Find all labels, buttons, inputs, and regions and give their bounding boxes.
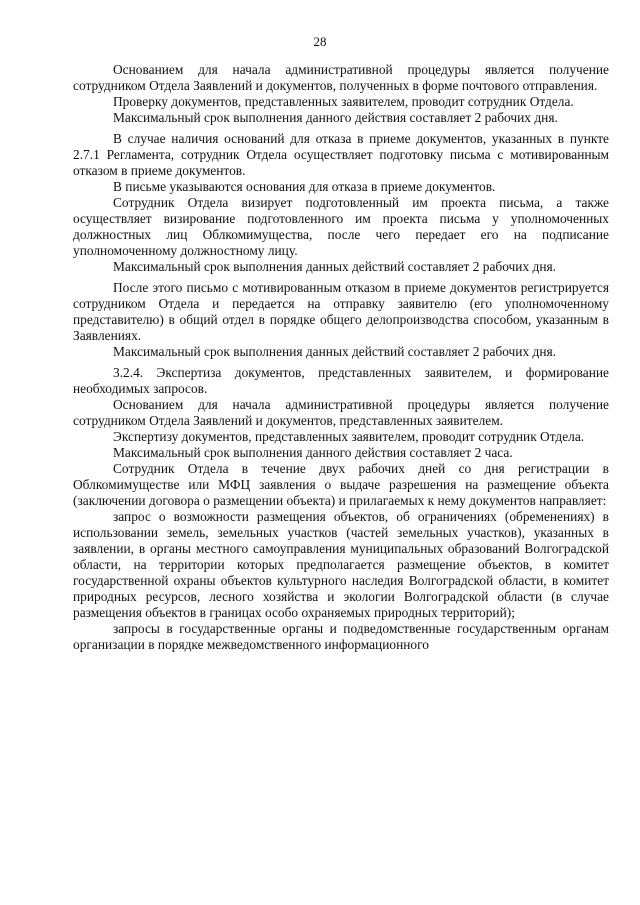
paragraph: Сотрудник Отдела визирует подготовленный им проекта письма, а также осуществляет визирование подготовленного им проекта письма у уполномоченных должностных лиц Облкомимущества, после чего передает его на подписание уполномоченному должностному лицу. [73, 195, 609, 258]
paragraph: Максимальный срок выполнения данных действий составляет 2 рабочих дня. [113, 344, 556, 359]
document-body [73, 62, 609, 653]
paragraph: В случае наличия оснований для отказа в приеме документов, указанных в пункте 2.7.1 Регламента, сотрудник Отдела осуществляет подготовку письма с мотивированным отказом в приеме документов. [73, 131, 609, 178]
paragraph: В письме указываются основания для отказа в приеме документов. [113, 179, 496, 194]
paragraph: Основанием для начала административной процедуры является получение сотрудником Отдела Заявлений и документов, полученных в форме почтового отправления. [73, 62, 609, 93]
paragraph: Максимальный срок выполнения данного действия составляет 2 рабочих дня. [113, 110, 558, 125]
list-item: запрос о возможности размещения объектов, об ограничениях (обременениях) в использовании земель, земельных участков (частей земельных участков), указанных в заявлении, в органы местного самоуправления муниципальных образований Волгоградской области, на территории которых предполагается размещение объектов, в комитет государственной охраны объектов культурного наследия Волгоградской области, в комитет природных ресурсов, лесного хозяйства и экологии Волгоградской области (в случае размещения объектов в границах особо охраняемых природных территорий); [73, 509, 609, 620]
list-item: запросы в государственные органы и подведомственные государственным органам организации в порядке межведомственного информационного [73, 621, 609, 652]
section-heading: 3.2.4. Экспертиза документов, представленных заявителем, и формирование необходимых запросов. [73, 365, 609, 396]
paragraph: Максимальный срок выполнения данного действия составляет 2 часа. [113, 445, 513, 460]
paragraph: Максимальный срок выполнения данных действий составляет 2 рабочих дня. [113, 259, 556, 274]
paragraph: Основанием для начала административной процедуры является получение сотрудником Отдела Заявлений и документов, представленных заявителем. [73, 397, 609, 428]
paragraph: После этого письмо с мотивированным отказом в приеме документов регистрируется сотрудником Отдела и передается на отправку заявителю (его уполномоченному представителю) в общий отдел в порядке общего делопроизводства способом, указанным в Заявлениях. [73, 280, 609, 343]
paragraph: Сотрудник Отдела в течение двух рабочих дней со дня регистрации в Облкомимуществе или МФЦ заявления о выдаче разрешения на размещение объекта (заключении договора о размещении объекта) и прилагаемых к нему документов направляет: [73, 461, 609, 508]
page-number: 28 [313, 34, 327, 49]
paragraph: Проверку документов, представленных заявителем, проводит сотрудник Отдела. [113, 94, 574, 109]
paragraph: Экспертизу документов, представленных заявителем, проводит сотрудник Отдела. [113, 429, 585, 444]
